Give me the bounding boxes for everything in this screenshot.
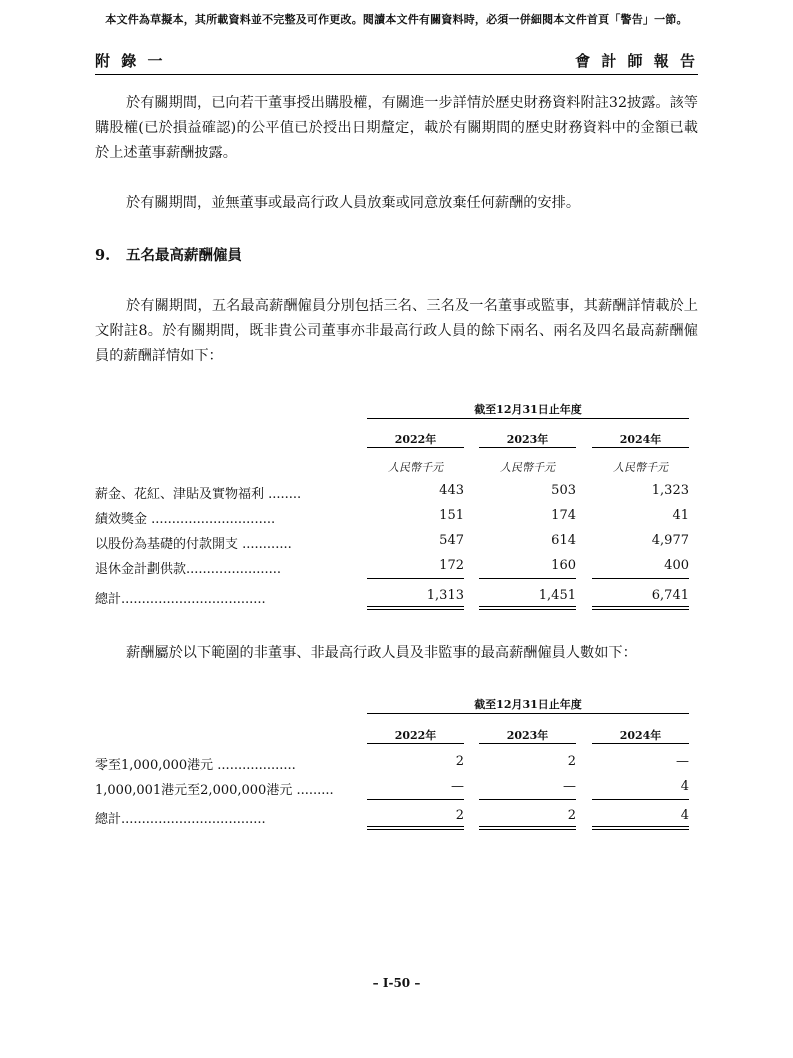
double-rule [367,609,464,610]
table-period-header: 截至12月31日止年度 [474,698,582,711]
double-rule [479,829,576,830]
cell-value: 2 [567,754,576,769]
cell-value: 4 [680,779,689,794]
column-underline [367,743,464,744]
unit-label: 人民幣千元 [388,461,443,474]
cell-value: 614 [551,533,576,548]
row-label: 退休金計劃供款....................... [95,562,282,577]
section-number: 9. [95,247,111,264]
cell-value: 174 [551,508,576,523]
column-underline [479,743,576,744]
cell-value: 503 [551,483,576,498]
total-value: 2 [455,808,464,823]
column-header-2023: 2023年 [506,729,549,742]
column-header-2022: 2022年 [394,729,437,742]
table-row [95,533,698,555]
section-title: 五名最高薪酬僱員 [126,247,242,264]
column-header-2024: 2024年 [619,729,662,742]
cell-value: — [563,779,576,794]
cell-value: 4,977 [651,533,689,548]
total-label: 總計................................... [95,592,266,607]
column-underline [592,743,689,744]
cell-value: 443 [439,483,464,498]
header-rule [95,74,698,75]
total-value: 1,313 [426,588,464,603]
total-value: 6,741 [651,588,689,603]
subtotal-rule [479,578,576,579]
double-rule [592,829,689,830]
table-row [95,558,698,580]
column-header-2024: 2024年 [619,433,662,446]
table-row [95,754,698,776]
period-underline [367,713,689,714]
total-label: 總計................................... [95,812,266,827]
paragraph-share-options: 於有關期間，已向若干董事授出購股權，有關進一步詳情於歷史財務資料附註32披露。該等購股權(已於損益確認)的公平值已於授出日期釐定，載於有關期間的歷史財務資料中的金額已載於上述董事薪酬披露。 [95,95,698,161]
double-rule [367,826,464,827]
column-header-2023: 2023年 [506,433,549,446]
report-title: 會 計 師 報 告 [575,52,698,70]
cell-value: — [676,754,689,769]
double-rule [592,606,689,607]
column-header-2022: 2022年 [394,433,437,446]
section-heading [95,244,242,265]
cell-value: 547 [439,533,464,548]
total-value: 1,451 [538,588,576,603]
subtotal-rule [479,799,576,800]
row-label: 績效獎金 .............................. [95,512,276,527]
cell-value: — [451,779,464,794]
table-row [95,779,698,801]
cell-value: 41 [672,508,689,523]
paragraph-five-highest: 於有關期間，五名最高薪酬僱員分別包括三名、三名及一名董事或監事，其薪酬詳情載於上文附註8。於有關期間，既非貴公司董事亦非最高行政人員的餘下兩名、兩名及四名最高薪酬僱員的薪酬詳情如下： [95,298,698,364]
row-label: 零至1,000,000港元 ................... [95,758,296,773]
cell-value: 1,323 [651,483,689,498]
double-rule [479,606,576,607]
table-row [95,508,698,530]
unit-label: 人民幣千元 [500,461,555,474]
unit-label: 人民幣千元 [613,461,668,474]
appendix-title: 附 錄 一 [95,52,166,70]
subtotal-rule [367,578,464,579]
cell-value: 172 [439,558,464,573]
paragraph-bands-intro: 薪酬屬於以下範圍的非董事、非最高行政人員及非監事的最高薪酬僱員人數如下： [126,645,637,661]
column-underline [367,447,464,448]
subtotal-rule [592,578,689,579]
total-value: 4 [680,808,689,823]
double-rule [367,606,464,607]
double-rule [592,826,689,827]
subtotal-rule [367,799,464,800]
column-underline [592,447,689,448]
subtotal-rule [592,799,689,800]
double-rule [479,826,576,827]
table-row [95,483,698,505]
paragraph-waiver: 於有關期間，並無董事或最高行政人員放棄或同意放棄任何薪酬的安排。 [126,195,581,211]
draft-disclaimer: 本文件為草擬本，其所載資料並不完整及可作更改。閱讀本文件有關資料時，必須一併細閱本文件首頁「警告」一節。 [105,13,688,26]
double-rule [367,829,464,830]
row-label: 1,000,001港元至2,000,000港元 ......... [95,783,334,798]
row-label: 以股份為基礎的付款開支 ............ [95,537,292,552]
remuneration-band-table [95,695,698,835]
row-label: 薪金、花紅、津貼及實物福利 ........ [95,487,302,502]
cell-value: 400 [664,558,689,573]
cell-value: 160 [551,558,576,573]
period-underline [367,418,689,419]
remuneration-table [95,400,698,615]
cell-value: 2 [455,754,464,769]
table-period-header: 截至12月31日止年度 [474,403,582,416]
page-number: – I-50 – [372,976,421,990]
double-rule [479,609,576,610]
total-value: 2 [567,808,576,823]
double-rule [592,609,689,610]
cell-value: 151 [439,508,464,523]
column-underline [479,447,576,448]
